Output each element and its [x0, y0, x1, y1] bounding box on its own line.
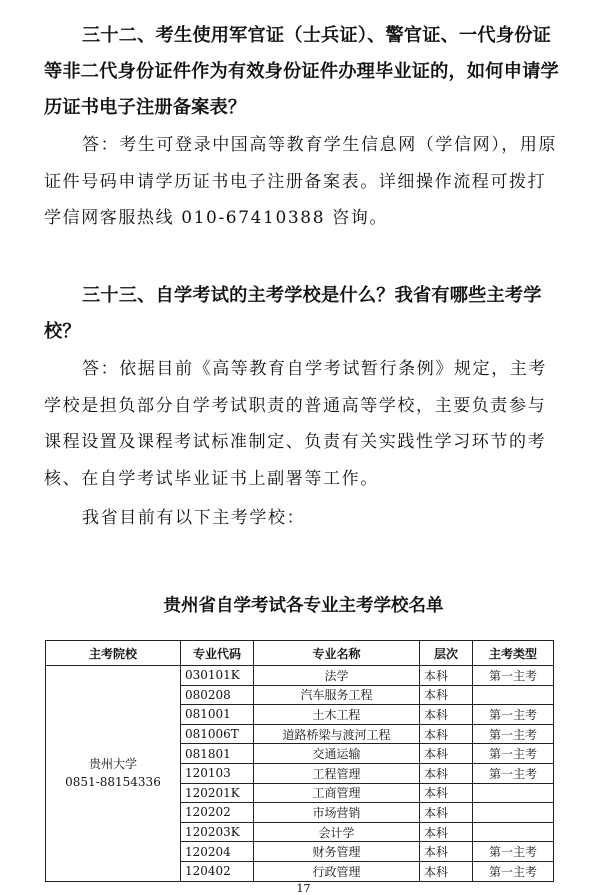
header-school: 主考院校	[46, 641, 181, 666]
page-number: 17	[296, 882, 311, 895]
header-major: 专业名称	[254, 641, 420, 666]
exam-type	[473, 822, 554, 842]
table-row	[46, 666, 554, 686]
major-level: 本科	[420, 685, 473, 705]
major-level: 本科	[420, 822, 473, 842]
exam-type: 第一主考	[473, 763, 554, 783]
answer-32: 答：考生可登录中国高等教育学生信息网（学信网），用原证件号码申请学历证书电子注册备案表。详细操作流程可拨打学信网客服热线 010-67410388 咨询。	[44, 135, 558, 228]
exam-type	[473, 803, 554, 823]
major-name: 工商管理	[254, 783, 420, 803]
school-phone: 0851-88154336	[65, 775, 161, 790]
major-level: 本科	[420, 666, 473, 686]
exam-type: 第一主考	[473, 861, 554, 881]
major-name: 工程管理	[254, 763, 420, 783]
table-header-row	[46, 641, 554, 666]
question-33: 三十三、自学考试的主考学校是什么？我省有哪些主考学校？	[44, 285, 542, 342]
major-name: 汽车服务工程	[254, 685, 420, 705]
major-code: 080208	[181, 685, 254, 705]
major-name: 会计学	[254, 822, 420, 842]
question-32: 三十二、考生使用军官证（士兵证）、警官证、一代身份证等非二代身份证件作为有效身份证件办理毕业证的，如何申请学历证书电子注册备案表？	[44, 25, 559, 118]
school-name: 贵州大学	[88, 757, 137, 772]
major-code: 120204	[181, 842, 254, 862]
exam-type: 第一主考	[473, 724, 554, 744]
major-level: 本科	[420, 724, 473, 744]
major-code: 081801	[181, 744, 254, 764]
exam-type: 第一主考	[473, 666, 554, 686]
exam-type: 第一主考	[473, 705, 554, 725]
major-name: 市场营销	[254, 803, 420, 823]
major-level: 本科	[420, 744, 473, 764]
major-level: 本科	[420, 705, 473, 725]
major-name: 行政管理	[254, 861, 420, 881]
major-name: 交通运输	[254, 744, 420, 764]
major-level: 本科	[420, 861, 473, 881]
table-title: 贵州省自学考试各专业主考学校名单	[163, 596, 444, 616]
major-level: 本科	[420, 803, 473, 823]
schools-intro: 我省目前有以下主考学校：	[82, 508, 306, 528]
exam-type	[473, 783, 554, 803]
schools-table	[45, 640, 554, 882]
school-cell	[46, 666, 181, 882]
header-type: 主考类型	[473, 641, 554, 666]
header-code: 专业代码	[181, 641, 254, 666]
major-code: 120201K	[181, 783, 254, 803]
major-level: 本科	[420, 763, 473, 783]
major-code: 120103	[181, 763, 254, 783]
major-name: 道路桥梁与渡河工程	[254, 724, 420, 744]
major-name: 法学	[254, 666, 420, 686]
major-code: 120203K	[181, 822, 254, 842]
header-level: 层次	[420, 641, 473, 666]
major-code: 120402	[181, 861, 254, 881]
major-code: 081001	[181, 705, 254, 725]
exam-type: 第一主考	[473, 842, 554, 862]
answer-33: 答：依据目前《高等教育自学考试暂行条例》规定，主考学校是担负部分自学考试职责的普通高等学校，主要负责参与课程设置及课程考试标准制定、负责有关实践性学习环节的考核、在自学考试毕业证书上副署等工作。	[44, 359, 547, 489]
major-code: 030101K	[181, 666, 254, 686]
major-level: 本科	[420, 783, 473, 803]
major-level: 本科	[420, 842, 473, 862]
exam-type	[473, 685, 554, 705]
major-code: 081006T	[181, 724, 254, 744]
major-code: 120202	[181, 803, 254, 823]
major-name: 财务管理	[254, 842, 420, 862]
major-name: 土木工程	[254, 705, 420, 725]
exam-type: 第一主考	[473, 744, 554, 764]
